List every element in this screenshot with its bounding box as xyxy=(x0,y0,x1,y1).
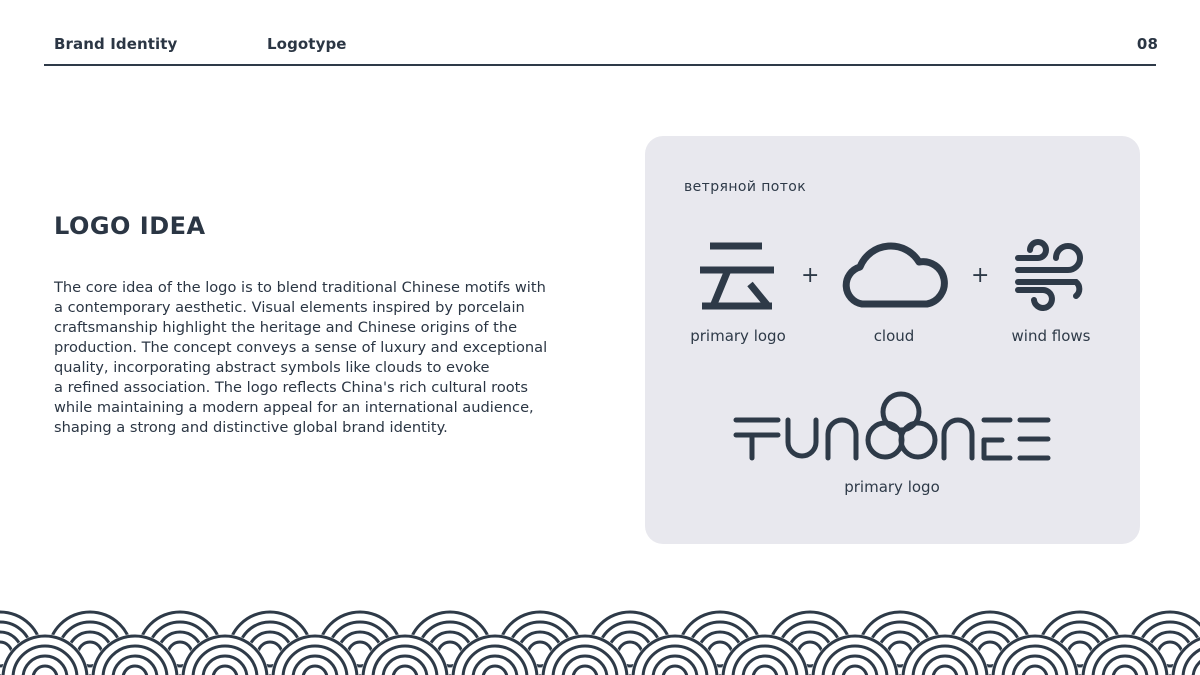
symbol-label-primary: primary logo xyxy=(690,327,786,345)
wordmark-logo-image xyxy=(730,388,1056,466)
wave-pattern-decoration xyxy=(0,600,1200,675)
wordmark-label: primary logo xyxy=(844,478,940,496)
symbol-label-cloud: cloud xyxy=(873,327,915,345)
cloud-icon xyxy=(840,238,950,310)
plus-sign: + xyxy=(971,263,990,288)
subsection-title: Logotype xyxy=(267,35,347,53)
plus-sign: + xyxy=(801,263,820,288)
page-header xyxy=(0,0,1200,66)
page-number: 08 xyxy=(1136,35,1158,53)
logo-idea-heading: LOGO IDEA xyxy=(54,212,206,240)
yun-character-icon xyxy=(698,240,778,312)
section-title: Brand Identity xyxy=(54,35,178,53)
symbol-label-wind: wind flows xyxy=(1011,327,1091,345)
card-caption: ветряной поток xyxy=(684,179,807,195)
header-divider xyxy=(44,64,1156,66)
logo-idea-description: The core idea of the logo is to blend traditional Chinese motifs with a contemporary aesthetic. Visual elements inspired by porcelain craftsmanship highlight the heritage and Chinese origins of the production. The concept conveys a sense of luxury and exceptional quality, incorporating abstract symbols like clouds to evoke a refined association. The logo reflects China's rich cultural roots while maintaining a modern appeal for an international audience, shaping a strong and distinctive global brand identity. xyxy=(54,279,548,436)
wind-icon xyxy=(1012,238,1088,312)
